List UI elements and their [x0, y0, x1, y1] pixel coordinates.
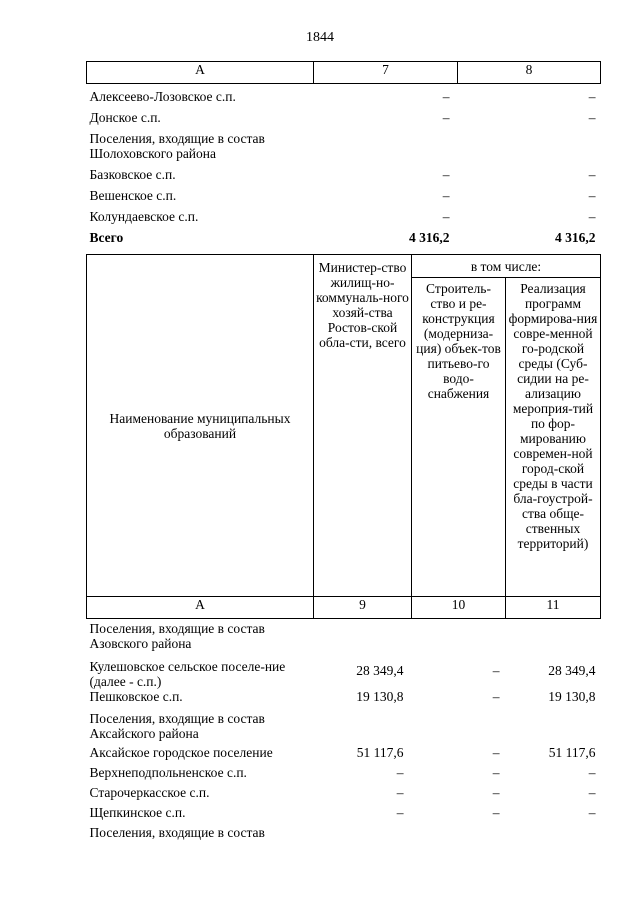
row-value-9 [314, 711, 412, 745]
table-2-header-row [87, 255, 601, 278]
row-name: Кулешовское сельское поселе-ние (далее - с.п.) [89, 659, 286, 689]
row-value-10: – [492, 785, 500, 800]
row-value-7 [314, 131, 458, 167]
col-header-8: 8 [458, 62, 601, 84]
row-value-9: – [396, 805, 404, 820]
row-name: Поселения, входящие в состав Аксайского района [89, 711, 265, 741]
row-name: Донское с.п. [89, 110, 161, 125]
table-row [87, 785, 601, 805]
row-value-11: – [588, 785, 596, 800]
row-name: Верхнеподпольненское с.п. [89, 765, 247, 780]
col-header-a: А [87, 62, 314, 84]
row-value-9: – [396, 785, 404, 800]
row-value-9 [314, 825, 412, 845]
col-num-9: 9 [314, 597, 412, 619]
row-name: Аксайское городское поселение [89, 745, 273, 760]
total-value-7: 4 316,2 [409, 230, 450, 245]
table-row [87, 659, 601, 689]
row-value-10: – [492, 805, 500, 820]
row-value-7: – [442, 89, 450, 104]
row-value-10: – [492, 745, 500, 760]
table-1 [86, 61, 601, 251]
row-name: Пешковское с.п. [89, 689, 183, 704]
row-value-11: – [588, 805, 596, 820]
col-num-10: 10 [412, 597, 506, 619]
table-row [87, 825, 601, 845]
row-value-11 [506, 825, 601, 845]
total-row [87, 230, 601, 251]
col-header-construction: Строитель-ство и ре-конструкция (модерниза-ция) объек-тов питьево-го водо-снабжения [412, 278, 506, 597]
row-value-11: 28 349,4 [548, 663, 596, 678]
table-row [87, 209, 601, 230]
col-num-11: 11 [506, 597, 601, 619]
col-header-ministry: Министер-ство жилищ-но-коммуналь-ного хозяй-ства Ростов-ской обла-сти, всего [314, 255, 412, 597]
row-value-11: 19 130,8 [548, 689, 596, 704]
col-header-7: 7 [314, 62, 458, 84]
table-row [87, 131, 601, 167]
row-name: Поселения, входящие в состав Шолоховского района [89, 131, 265, 161]
row-value-8: – [588, 89, 596, 104]
row-name: Поселения, входящие в состав [89, 825, 265, 840]
row-name: Щепкинское с.п. [89, 805, 186, 820]
row-value-9 [314, 619, 412, 660]
row-value-8: – [588, 110, 596, 125]
table-row [87, 711, 601, 745]
row-value-8: – [588, 167, 596, 182]
row-name: Старочеркасское с.п. [89, 785, 210, 800]
col-num-a: А [87, 597, 314, 619]
row-value-7: – [442, 188, 450, 203]
table-row [87, 188, 601, 209]
row-value-9: 19 130,8 [356, 689, 404, 704]
row-value-10 [412, 619, 506, 660]
table-row [87, 805, 601, 825]
row-value-10 [412, 825, 506, 845]
row-value-10 [412, 711, 506, 745]
row-value-8: – [588, 188, 596, 203]
row-value-10: – [492, 689, 500, 704]
table-row [87, 689, 601, 711]
row-value-10: – [492, 663, 500, 678]
col-header-including: в том числе: [412, 255, 601, 278]
row-value-9: 51 117,6 [356, 745, 404, 760]
row-value-7: – [442, 209, 450, 224]
row-value-9: 28 349,4 [356, 663, 404, 678]
row-value-7: – [442, 110, 450, 125]
table-1-header-row [87, 62, 601, 84]
page-number: 1844 [306, 30, 334, 45]
total-value-8: 4 316,2 [555, 230, 596, 245]
table-row [87, 167, 601, 188]
row-value-10: – [492, 765, 500, 780]
row-value-11 [506, 619, 601, 660]
table-row [87, 84, 601, 111]
row-name: Алексеево-Лозовское с.п. [89, 89, 236, 104]
row-value-11: 51 117,6 [548, 745, 596, 760]
table-2-colnum-row [87, 597, 601, 619]
row-value-9: – [396, 765, 404, 780]
total-label: Всего [89, 230, 124, 245]
row-name: Поселения, входящие в состав Азовского района [89, 621, 265, 651]
table-row [87, 765, 601, 785]
row-value-7: – [442, 167, 450, 182]
row-value-8: – [588, 209, 596, 224]
row-name: Базковское с.п. [89, 167, 176, 182]
row-value-8 [458, 131, 601, 167]
table-row [87, 619, 601, 660]
col-header-urban-environment: Реализация программ формирова-ния совре-менной го-родской среды (Суб-сидии на ре-ализацию мероприя-тий по фор-мированию современ-ной город-ской среды в части бла-гоустрой-ства обще-ственных территорий) [506, 278, 601, 597]
table-2 [86, 254, 601, 845]
row-name: Вешенское с.п. [89, 188, 177, 203]
table-row [87, 110, 601, 131]
row-name: Колундаевское с.п. [89, 209, 199, 224]
row-value-11 [506, 711, 601, 745]
row-value-11: – [588, 765, 596, 780]
table-row [87, 745, 601, 765]
col-header-name: Наименование муниципальных образований [87, 255, 314, 597]
